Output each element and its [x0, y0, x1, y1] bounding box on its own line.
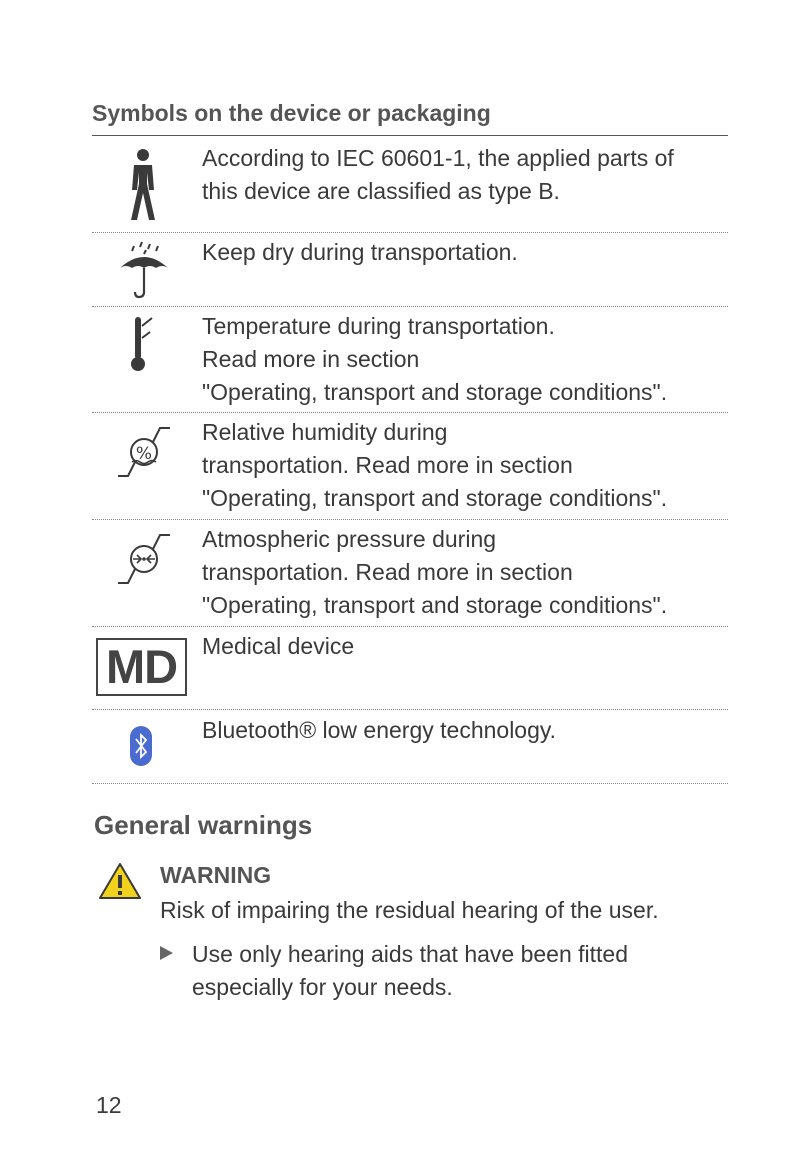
title-underline: [92, 135, 728, 136]
symbol-text-line: "Operating, transport and storage conditions".: [202, 379, 668, 405]
symbol-text-line: Read more in section: [202, 346, 420, 372]
symbol-row-type-b: [92, 142, 728, 230]
bullet-text-line: especially for your needs.: [192, 974, 453, 1000]
warning-triangle-icon: [98, 862, 142, 900]
row-divider: [92, 519, 728, 520]
symbol-row-medical-device: [92, 630, 728, 708]
row-divider: [92, 783, 728, 784]
symbol-text-line: Medical device: [202, 633, 355, 659]
bullet-instruction: [192, 938, 628, 1004]
page-number: 12: [96, 1092, 122, 1118]
symbol-text-line: Relative humidity during: [202, 419, 448, 445]
symbol-text-line: Atmospheric pressure during: [202, 526, 497, 552]
medical-device-icon: MD: [96, 638, 187, 696]
warning-text: Risk of impairing the residual hearing of the user.: [160, 897, 659, 923]
section-title: Symbols on the device or packaging: [92, 100, 491, 126]
symbol-row-humidity: [92, 416, 728, 516]
humidity-icon: [116, 422, 176, 482]
atmospheric-pressure-icon: [116, 529, 176, 589]
row-divider: [92, 626, 728, 627]
symbol-text-line: Keep dry during transportation.: [202, 239, 518, 265]
warning-label: WARNING: [160, 862, 272, 888]
type-b-applied-part-icon: [120, 148, 166, 220]
symbol-row-pressure: [92, 523, 728, 623]
symbol-text-line: "Operating, transport and storage conditions".: [202, 485, 668, 511]
symbol-text-line: "Operating, transport and storage conditions".: [202, 592, 668, 618]
temperature-thermometer-icon: [122, 316, 162, 380]
symbol-text-line: this device are classified as type B.: [202, 178, 560, 204]
row-divider: [92, 709, 728, 710]
bullet-arrow-icon: [160, 946, 173, 960]
svg-text:%: %: [135, 444, 153, 464]
symbol-text-line: transportation. Read more in section: [202, 559, 573, 585]
general-warnings-title: General warnings: [94, 810, 313, 840]
symbol-row-keep-dry: [92, 236, 728, 304]
keep-dry-umbrella-icon: [114, 240, 174, 300]
row-divider: [92, 232, 728, 233]
symbol-text-line: Bluetooth® low energy technology.: [202, 717, 557, 743]
symbol-text-line: Temperature during transportation.: [202, 313, 555, 339]
bluetooth-icon: [130, 726, 152, 766]
bullet-text-line: Use only hearing aids that have been fitted: [192, 941, 629, 967]
symbol-text-line: transportation. Read more in section: [202, 452, 573, 478]
symbol-text-line: According to IEC 60601-1, the applied parts of: [202, 145, 674, 171]
symbol-row-temperature: [92, 310, 728, 410]
row-divider: [92, 412, 728, 413]
row-divider: [92, 306, 728, 307]
symbol-row-bluetooth: [92, 714, 728, 782]
